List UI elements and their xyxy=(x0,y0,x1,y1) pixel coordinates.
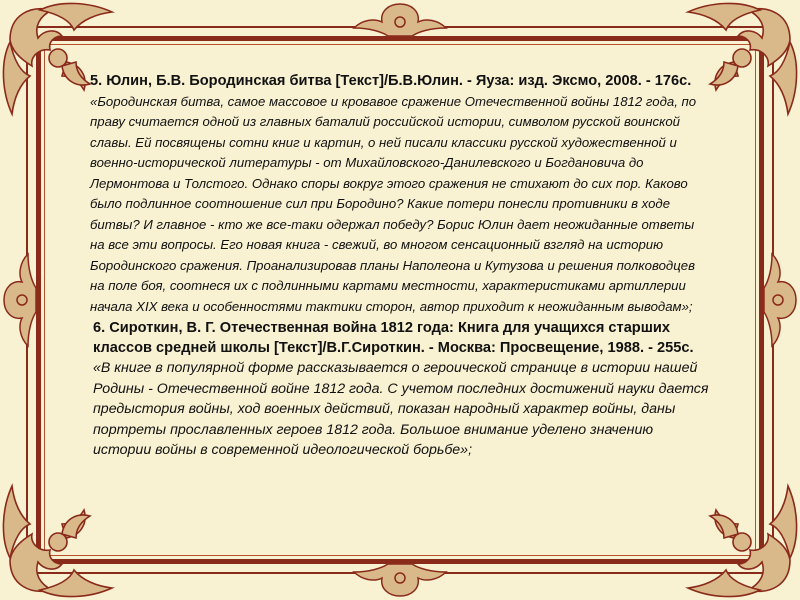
entry-5 xyxy=(90,72,710,317)
corner-ornament-bottom-left xyxy=(0,470,130,600)
bibliography-text xyxy=(90,72,710,461)
entry-6-annotation: «В книге в популярной форме рассказывается о героической странице в истории нашей Родины - Отечественной войне 1812 года. С учетом последних достижений науки дается предыстория войны, ход военных действий, показан народный характер войны, даны портреты прославленных героев 1812 года. Большое внимание уделено значению истории войны в современной идеологической борьбе»; xyxy=(93,360,709,458)
edge-ornament-bottom xyxy=(340,560,460,600)
entry-5-reference: 5. Юлин, Б.В. Бородинская битва [Текст]/Б.В.Юлин. - Яуза: изд. Эксмо, 2008. - 176с. xyxy=(90,73,692,89)
edge-ornament-top xyxy=(340,0,460,40)
corner-ornament-bottom-right xyxy=(670,470,800,600)
entry-5-annotation: «Бородинская битва, самое массовое и кровавое сражение Отечественной войны 1812 года, по праву считается одной из главных баталий российской истории, символом русской воинской славы. Ей посвящены сотни книг и картин, о ней писали классики русской художественной и военно-исторической литературы - от Михайловского-Данилевского и Богдановича до Лермонтова и Толстого. Однако споры вокруг этого сражения не стихают до сих пор. Каково было подлинное соотношение сил при Бородино? Какие потери понесли противники в ходе битвы? И главное - кто же все-таки одержал победу? Борис Юлин дает неожиданные ответы на все эти вопросы. Его новая книга - свежий, во многом сенсационный взгляд на историю Бородинского сражения. Проанализировав планы Наполеона и Кутузова и решения полководцев на поле боя, соотнеся их с подлинными картами местности, характеристиками артиллерии начала XIX века и особенностями тактики сторон, автор приходит к неожиданным выводам»; xyxy=(90,93,697,314)
entry-6 xyxy=(90,319,710,461)
entry-6-reference: 6. Сироткин, В. Г. Отечественная война 1812 года: Книга для учащихся старших классов средней школы [Текст]/В.Г.Сироткин. - Москва: Просвещение, 1988. - 255с. xyxy=(93,320,694,356)
edge-ornament-right xyxy=(760,250,800,350)
edge-ornament-left xyxy=(0,250,40,350)
